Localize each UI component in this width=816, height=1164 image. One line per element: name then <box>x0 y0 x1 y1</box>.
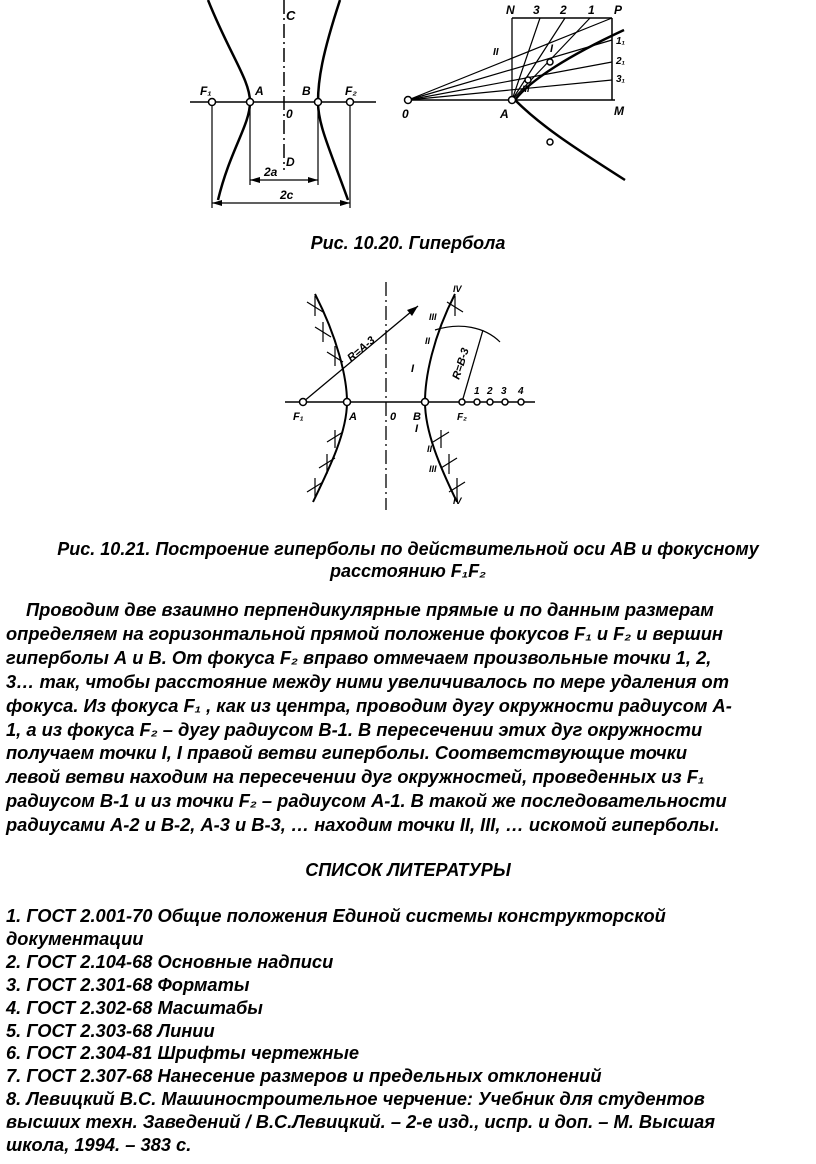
reference-line: 8. Левицкий В.С. Машиностроительное черчение: Учебник для студентов <box>6 1088 705 1110</box>
svg-text:II: II <box>493 47 499 58</box>
svg-text:IV: IV <box>453 496 462 506</box>
svg-text:F₁: F₁ <box>293 411 304 423</box>
label-f2: F₂ <box>345 84 357 98</box>
svg-text:2: 2 <box>560 3 567 17</box>
svg-text:A: A <box>349 411 357 423</box>
svg-text:1₁: 1₁ <box>616 36 626 47</box>
svg-text:2₁: 2₁ <box>616 56 626 67</box>
svg-text:N: N <box>506 3 515 17</box>
svg-text:3₁: 3₁ <box>616 74 626 85</box>
svg-text:IV: IV <box>453 284 462 294</box>
svg-text:0: 0 <box>402 107 409 121</box>
hyperbola-figure-left <box>190 0 380 215</box>
reference-line: 7. ГОСТ 2.307-68 Нанесение размеров и предельных отклонений <box>6 1065 602 1087</box>
svg-text:I: I <box>550 43 554 55</box>
reference-line: 3. ГОСТ 2.301-68 Форматы <box>6 973 250 995</box>
svg-text:M: M <box>614 104 624 118</box>
caption-line-1: Рис. 10.21. Построение гиперболы по действительной оси АВ и фокусному <box>57 539 759 559</box>
references-list <box>6 905 812 1157</box>
svg-text:F₂: F₂ <box>457 412 467 423</box>
hyperbola-construction-figure <box>285 282 545 512</box>
label-2c: 2c <box>280 188 294 202</box>
hyperbola-figure-right <box>400 0 630 190</box>
svg-text:A: A <box>500 107 509 121</box>
label-c: C <box>286 8 296 23</box>
reference-line: высших техн. Заведений / В.С.Левицкий. – 2-е изд., испр. и доп. – М. Высшая <box>6 1111 716 1133</box>
reference-line: школа, 1994. – 383 с. <box>6 1134 192 1156</box>
svg-text:I: I <box>415 423 419 435</box>
svg-text:1: 1 <box>588 3 595 17</box>
figure-caption-10-21 <box>0 538 816 582</box>
svg-text:R=B-3: R=B-3 <box>450 346 472 381</box>
label-2a: 2a <box>264 165 278 179</box>
figure-caption-10-20: Рис. 10.20. Гипербола <box>310 233 506 253</box>
svg-text:4: 4 <box>518 386 524 397</box>
caption-line-2: расстоянию F₁F₂ <box>329 561 486 581</box>
label-d: D <box>286 155 295 169</box>
label-a: A <box>255 84 264 98</box>
label-o: 0 <box>286 107 293 121</box>
right-branch-curve <box>318 0 348 200</box>
svg-text:B: B <box>413 411 421 423</box>
label-b: B <box>302 84 311 98</box>
reference-line: 6. ГОСТ 2.304-81 Шрифты чертежные <box>6 1042 360 1064</box>
left-branch-curve <box>313 294 347 502</box>
svg-text:P: P <box>614 3 623 17</box>
reference-line: 5. ГОСТ 2.303-68 Линии <box>6 1019 215 1041</box>
references-heading: СПИСОК ЛИТЕРАТУРЫ <box>305 860 511 880</box>
svg-text:III: III <box>429 312 437 322</box>
reference-line: документации <box>6 927 144 949</box>
svg-text:II: II <box>425 336 431 346</box>
reference-line: 2. ГОСТ 2.104-68 Основные надписи <box>6 950 334 972</box>
reference-line: 1. ГОСТ 2.001-70 Общие положения Единой системы конструкторской <box>6 905 666 926</box>
svg-text:R=A-3: R=A-3 <box>345 334 378 365</box>
svg-text:1: 1 <box>474 386 480 397</box>
svg-text:III: III <box>429 464 437 474</box>
svg-text:0: 0 <box>390 411 397 423</box>
reference-line: 4. ГОСТ 2.302-68 Масштабы <box>6 996 263 1018</box>
svg-text:I: I <box>411 363 415 375</box>
svg-text:3: 3 <box>501 386 507 397</box>
svg-text:III: III <box>522 84 530 94</box>
body-paragraph: Проводим две взаимно перпендикулярные прямые и по данным размерам определяем на горизонтальной прямой положение фокусов F₁ и F₂ и вершин гиперболы А и В. От фокуса F₂ вправо отмечаем произвольные точки 1, 2, 3… так, чтобы расстояние между ними увеличивалось по мере удаления от фокуса. Из фокуса F₁ , как из центра, проводим дугу окружности радиусом А- 1, а из фокуса F₂ – дугу радиусом В-1. В пересечении этих дуг окружности получаем точки I, I правой ветви гиперболы. Соответствующие точки левой ветви находим на пересечении дуг окружностей, проведенных из F₁ радиусом В-1 и из точки F₂ – радиусом А-1. В такой же последовательности радиусами А-2 и В-2, А-3 и В-3, … находим точки II, III, … искомой гиперболы. <box>6 599 732 836</box>
svg-text:3: 3 <box>533 3 540 17</box>
svg-text:2: 2 <box>487 386 493 397</box>
svg-text:II: II <box>427 444 433 454</box>
label-f1: F₁ <box>200 84 212 98</box>
